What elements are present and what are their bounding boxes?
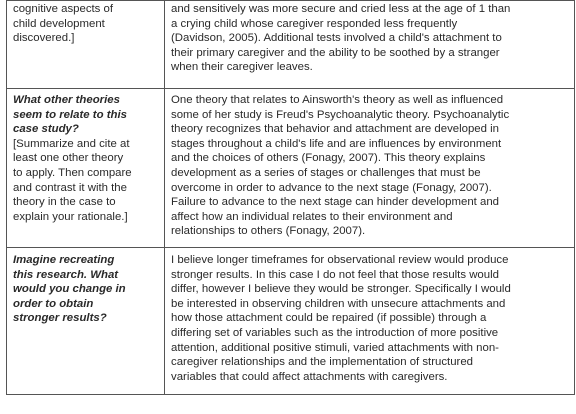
instructions-text: [Summarize and cite at least one other theory to apply. Then compare and contrast it with the theory in the case to explain your rationale.] [13,137,132,223]
response-cell [165,89,575,248]
assignment-table [6,0,575,395]
question-text: Imagine recreating this research. What would you change in order to obtain stronger results? [13,254,126,325]
response-cell [165,1,575,89]
table-row [7,1,575,89]
table-row [7,248,575,395]
response-text: and sensitively was more secure and cried less at the age of 1 than a crying child whose caregiver responded less frequently (Davidson, 2005). Additional tests involved a child's attachment to their primary caregiver and the ability to be soothed by a stranger when their caregiver leaves. [171,3,511,74]
prompt-cell [7,1,165,89]
prompt-text: cognitive aspects of child development discovered.] [13,3,114,45]
prompt-cell [7,89,165,248]
prompt-cell [7,248,165,395]
question-text: What other theories seem to relate to this case study? [13,94,127,136]
table-row [7,89,575,248]
response-cell [165,248,575,395]
response-text: One theory that relates to Ainsworth's theory as well as influenced some of her study is Freud's Psychoanalytic theory. Psychoanalytic theory recognizes that behavior and attachment are developed in stages throughout a child's life and are influences by environment and the choices of others (Fonagy, 2007). This theory explains development as a series of stages or challenges that must be overcome in order to advance to the next stage (Fonagy, 2007). Failure to advance to the next stage can hinder development and affect how an individual relates to their environment and relationships to others (Fonagy, 2007). [171,94,510,238]
response-text: I believe longer timeframes for observational review would produce stronger results. In this case I do not feel that those results would differ, however I believe they would be stronger. Specifically I would be interested in observing children with unsecure attachments and how those attachment could be repaired (if possible) through a differing set of variables such as the introduction of more positive attention, additional positive stimuli, varied attachments with non- caregiver relationships and the implementation of structured variables that could affect attachments with caregivers. [171,254,511,383]
